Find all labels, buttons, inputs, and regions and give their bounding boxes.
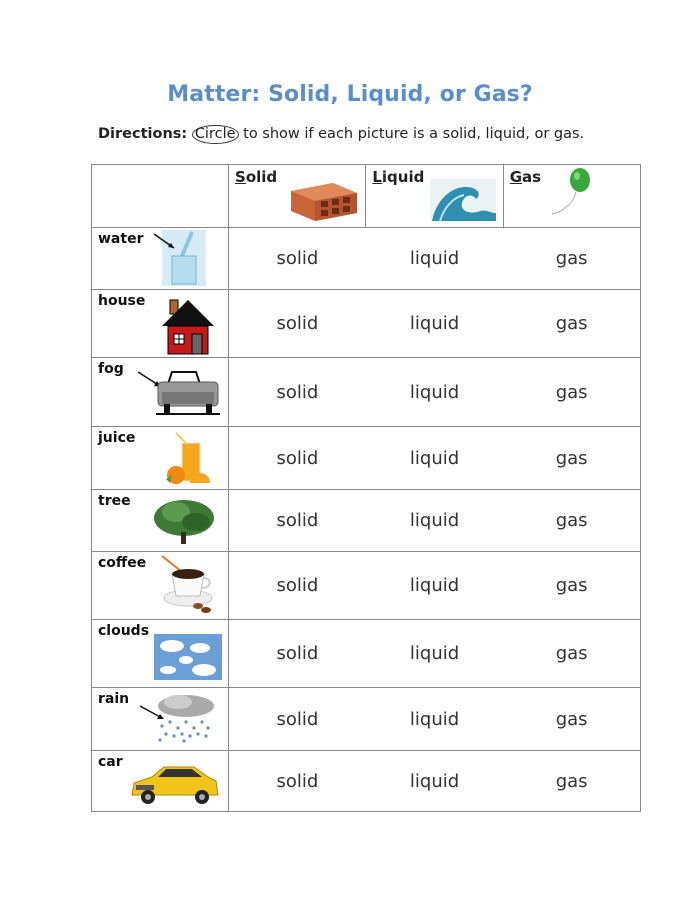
item-label: clouds bbox=[98, 623, 150, 639]
option-solid[interactable]: solid bbox=[229, 751, 366, 812]
option-liquid[interactable]: liquid bbox=[366, 552, 503, 620]
option-solid[interactable]: solid bbox=[229, 290, 366, 358]
option-solid[interactable]: solid bbox=[229, 228, 366, 290]
item-label: fog bbox=[98, 361, 124, 377]
option-liquid[interactable]: liquid bbox=[366, 228, 503, 290]
table-row bbox=[92, 620, 641, 688]
wave-icon bbox=[430, 179, 496, 221]
option-liquid[interactable]: liquid bbox=[366, 358, 503, 427]
item-label: car bbox=[98, 754, 123, 770]
item-label: tree bbox=[98, 493, 131, 509]
table-row bbox=[92, 358, 641, 427]
glass-of-water-icon bbox=[152, 230, 208, 286]
worksheet-table bbox=[91, 164, 641, 812]
item-cell bbox=[92, 490, 229, 552]
header-row bbox=[92, 165, 641, 228]
option-gas[interactable]: gas bbox=[503, 228, 640, 290]
yellow-car-icon bbox=[128, 761, 220, 807]
table-row bbox=[92, 552, 641, 620]
header-solid: Solid bbox=[229, 165, 366, 228]
circled-word: Circle bbox=[192, 125, 239, 144]
option-gas[interactable]: gas bbox=[503, 552, 640, 620]
balloon-icon bbox=[544, 167, 594, 219]
option-liquid[interactable]: liquid bbox=[366, 620, 503, 688]
item-cell bbox=[92, 688, 229, 751]
option-liquid[interactable]: liquid bbox=[366, 688, 503, 751]
house-icon bbox=[160, 298, 216, 356]
table-row bbox=[92, 427, 641, 490]
header-liquid: Liquid bbox=[366, 165, 503, 228]
directions bbox=[98, 125, 584, 144]
header-gas: Gas bbox=[503, 165, 640, 228]
item-cell bbox=[92, 751, 229, 812]
item-cell bbox=[92, 290, 229, 358]
directions-label: Directions: bbox=[98, 126, 188, 142]
car-in-fog-icon bbox=[136, 368, 220, 420]
item-cell bbox=[92, 427, 229, 490]
option-solid[interactable]: solid bbox=[229, 688, 366, 751]
option-gas[interactable]: gas bbox=[503, 751, 640, 812]
directions-text: to show if each picture is a solid, liquid, or gas. bbox=[243, 126, 585, 142]
table-row bbox=[92, 228, 641, 290]
option-liquid[interactable]: liquid bbox=[366, 427, 503, 490]
option-gas[interactable]: gas bbox=[503, 688, 640, 751]
item-label: water bbox=[98, 231, 144, 247]
item-cell bbox=[92, 552, 229, 620]
option-gas[interactable]: gas bbox=[503, 358, 640, 427]
option-liquid[interactable]: liquid bbox=[366, 490, 503, 552]
item-label: juice bbox=[98, 430, 136, 446]
page-title: Matter: Solid, Liquid, or Gas? bbox=[167, 82, 533, 107]
option-liquid[interactable]: liquid bbox=[366, 751, 503, 812]
item-label: house bbox=[98, 293, 146, 309]
orange-juice-icon bbox=[164, 431, 214, 487]
option-solid[interactable]: solid bbox=[229, 490, 366, 552]
option-solid[interactable]: solid bbox=[229, 552, 366, 620]
option-solid[interactable]: solid bbox=[229, 620, 366, 688]
table-row bbox=[92, 290, 641, 358]
tree-icon bbox=[152, 496, 216, 546]
option-gas[interactable]: gas bbox=[503, 620, 640, 688]
option-gas[interactable]: gas bbox=[503, 290, 640, 358]
item-cell bbox=[92, 620, 229, 688]
table-row bbox=[92, 751, 641, 812]
clouds-icon bbox=[154, 634, 222, 680]
option-solid[interactable]: solid bbox=[229, 358, 366, 427]
option-gas[interactable]: gas bbox=[503, 490, 640, 552]
option-solid[interactable]: solid bbox=[229, 427, 366, 490]
item-label: rain bbox=[98, 691, 130, 707]
coffee-cup-icon bbox=[160, 554, 216, 614]
item-cell bbox=[92, 228, 229, 290]
option-gas[interactable]: gas bbox=[503, 427, 640, 490]
item-cell bbox=[92, 358, 229, 427]
brick-icon bbox=[287, 177, 359, 223]
table-row bbox=[92, 490, 641, 552]
item-label: coffee bbox=[98, 555, 147, 571]
rain-cloud-icon bbox=[138, 692, 220, 744]
header-empty-cell bbox=[92, 165, 229, 228]
table-row bbox=[92, 688, 641, 751]
option-liquid[interactable]: liquid bbox=[366, 290, 503, 358]
